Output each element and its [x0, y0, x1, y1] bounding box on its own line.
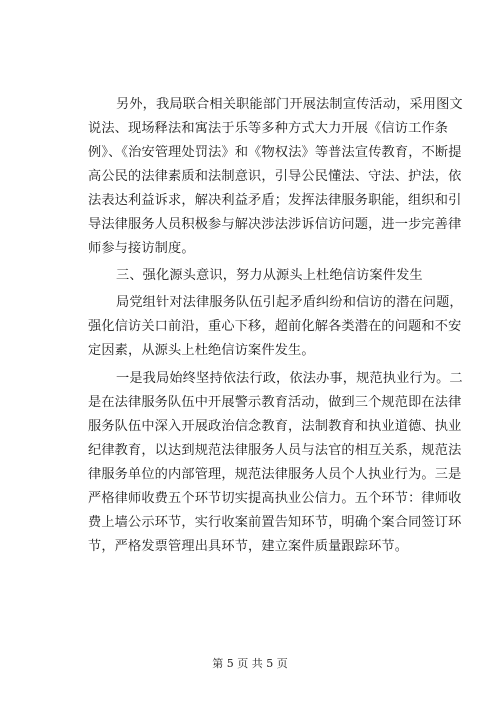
- section-heading-3: 三、强化源头意识，努力从源头上杜绝信访案件发生: [116, 268, 423, 283]
- paragraph-3-line: 费上墙公示环节，实行收案前置告知环节，明确个案合同签订环: [88, 515, 462, 530]
- paragraph-1-line: 另外，我局联合相关职能部门开展法制宣传活动，采用图文: [116, 97, 463, 112]
- page-number-footer: 第 5 页 共 5 页: [212, 657, 288, 670]
- paragraph-3-line: 严格律师收费五个环节切实提高执业公信力。五个环节：律师收: [88, 491, 462, 506]
- paragraph-3-line: 节，严格发票管理出具环节，建立案件质量跟踪环节。: [88, 539, 409, 554]
- paragraph-1-line: 导法律服务人员积极参与解决涉法涉诉信访问题，进一步完善律: [88, 217, 462, 232]
- paragraph-3-line: 一是我局始终坚持依法行政，依法办事，规范执业行为。二: [116, 371, 463, 386]
- paragraph-1-line: 说法、现场释法和寓法于乐等多种方式大力开展《信访工作条: [88, 121, 449, 136]
- paragraph-1-line: 师参与接访制度。: [88, 241, 195, 256]
- paragraph-2-line: 局党组针对法律服务队伍引起矛盾纠纷和信访的潜在问题，: [116, 295, 463, 310]
- paragraph-2-line: 定因素，从源头上杜绝信访案件发生。: [88, 343, 315, 358]
- paragraph-3-line: 是在法律服务队伍中开展警示教育活动，做到三个规范即在法律: [88, 395, 462, 410]
- paragraph-3-line: 纪律教育，以达到规范法律服务人员与法官的相互关系，规范法: [88, 443, 462, 458]
- paragraph-3-line: 律服务单位的内部管理，规范法律服务人员个人执业行为。三是: [88, 467, 462, 482]
- paragraph-1-line: 法表达利益诉求，解决利益矛盾；发挥法律服务职能，组织和引: [88, 193, 462, 208]
- paragraph-1-line: 例》、《治安管理处罚法》和《物权法》等普法宣传教育，不断提: [88, 145, 462, 160]
- paragraph-2-line: 强化信访关口前沿，重心下移，超前化解各类潜在的问题和不安: [88, 319, 462, 334]
- paragraph-3-line: 服务队伍中深入开展政治信念教育，法制教育和执业道德、执业: [88, 419, 462, 434]
- paragraph-1-line: 高公民的法律素质和法制意识，引导公民懂法、守法、护法，依: [88, 169, 462, 184]
